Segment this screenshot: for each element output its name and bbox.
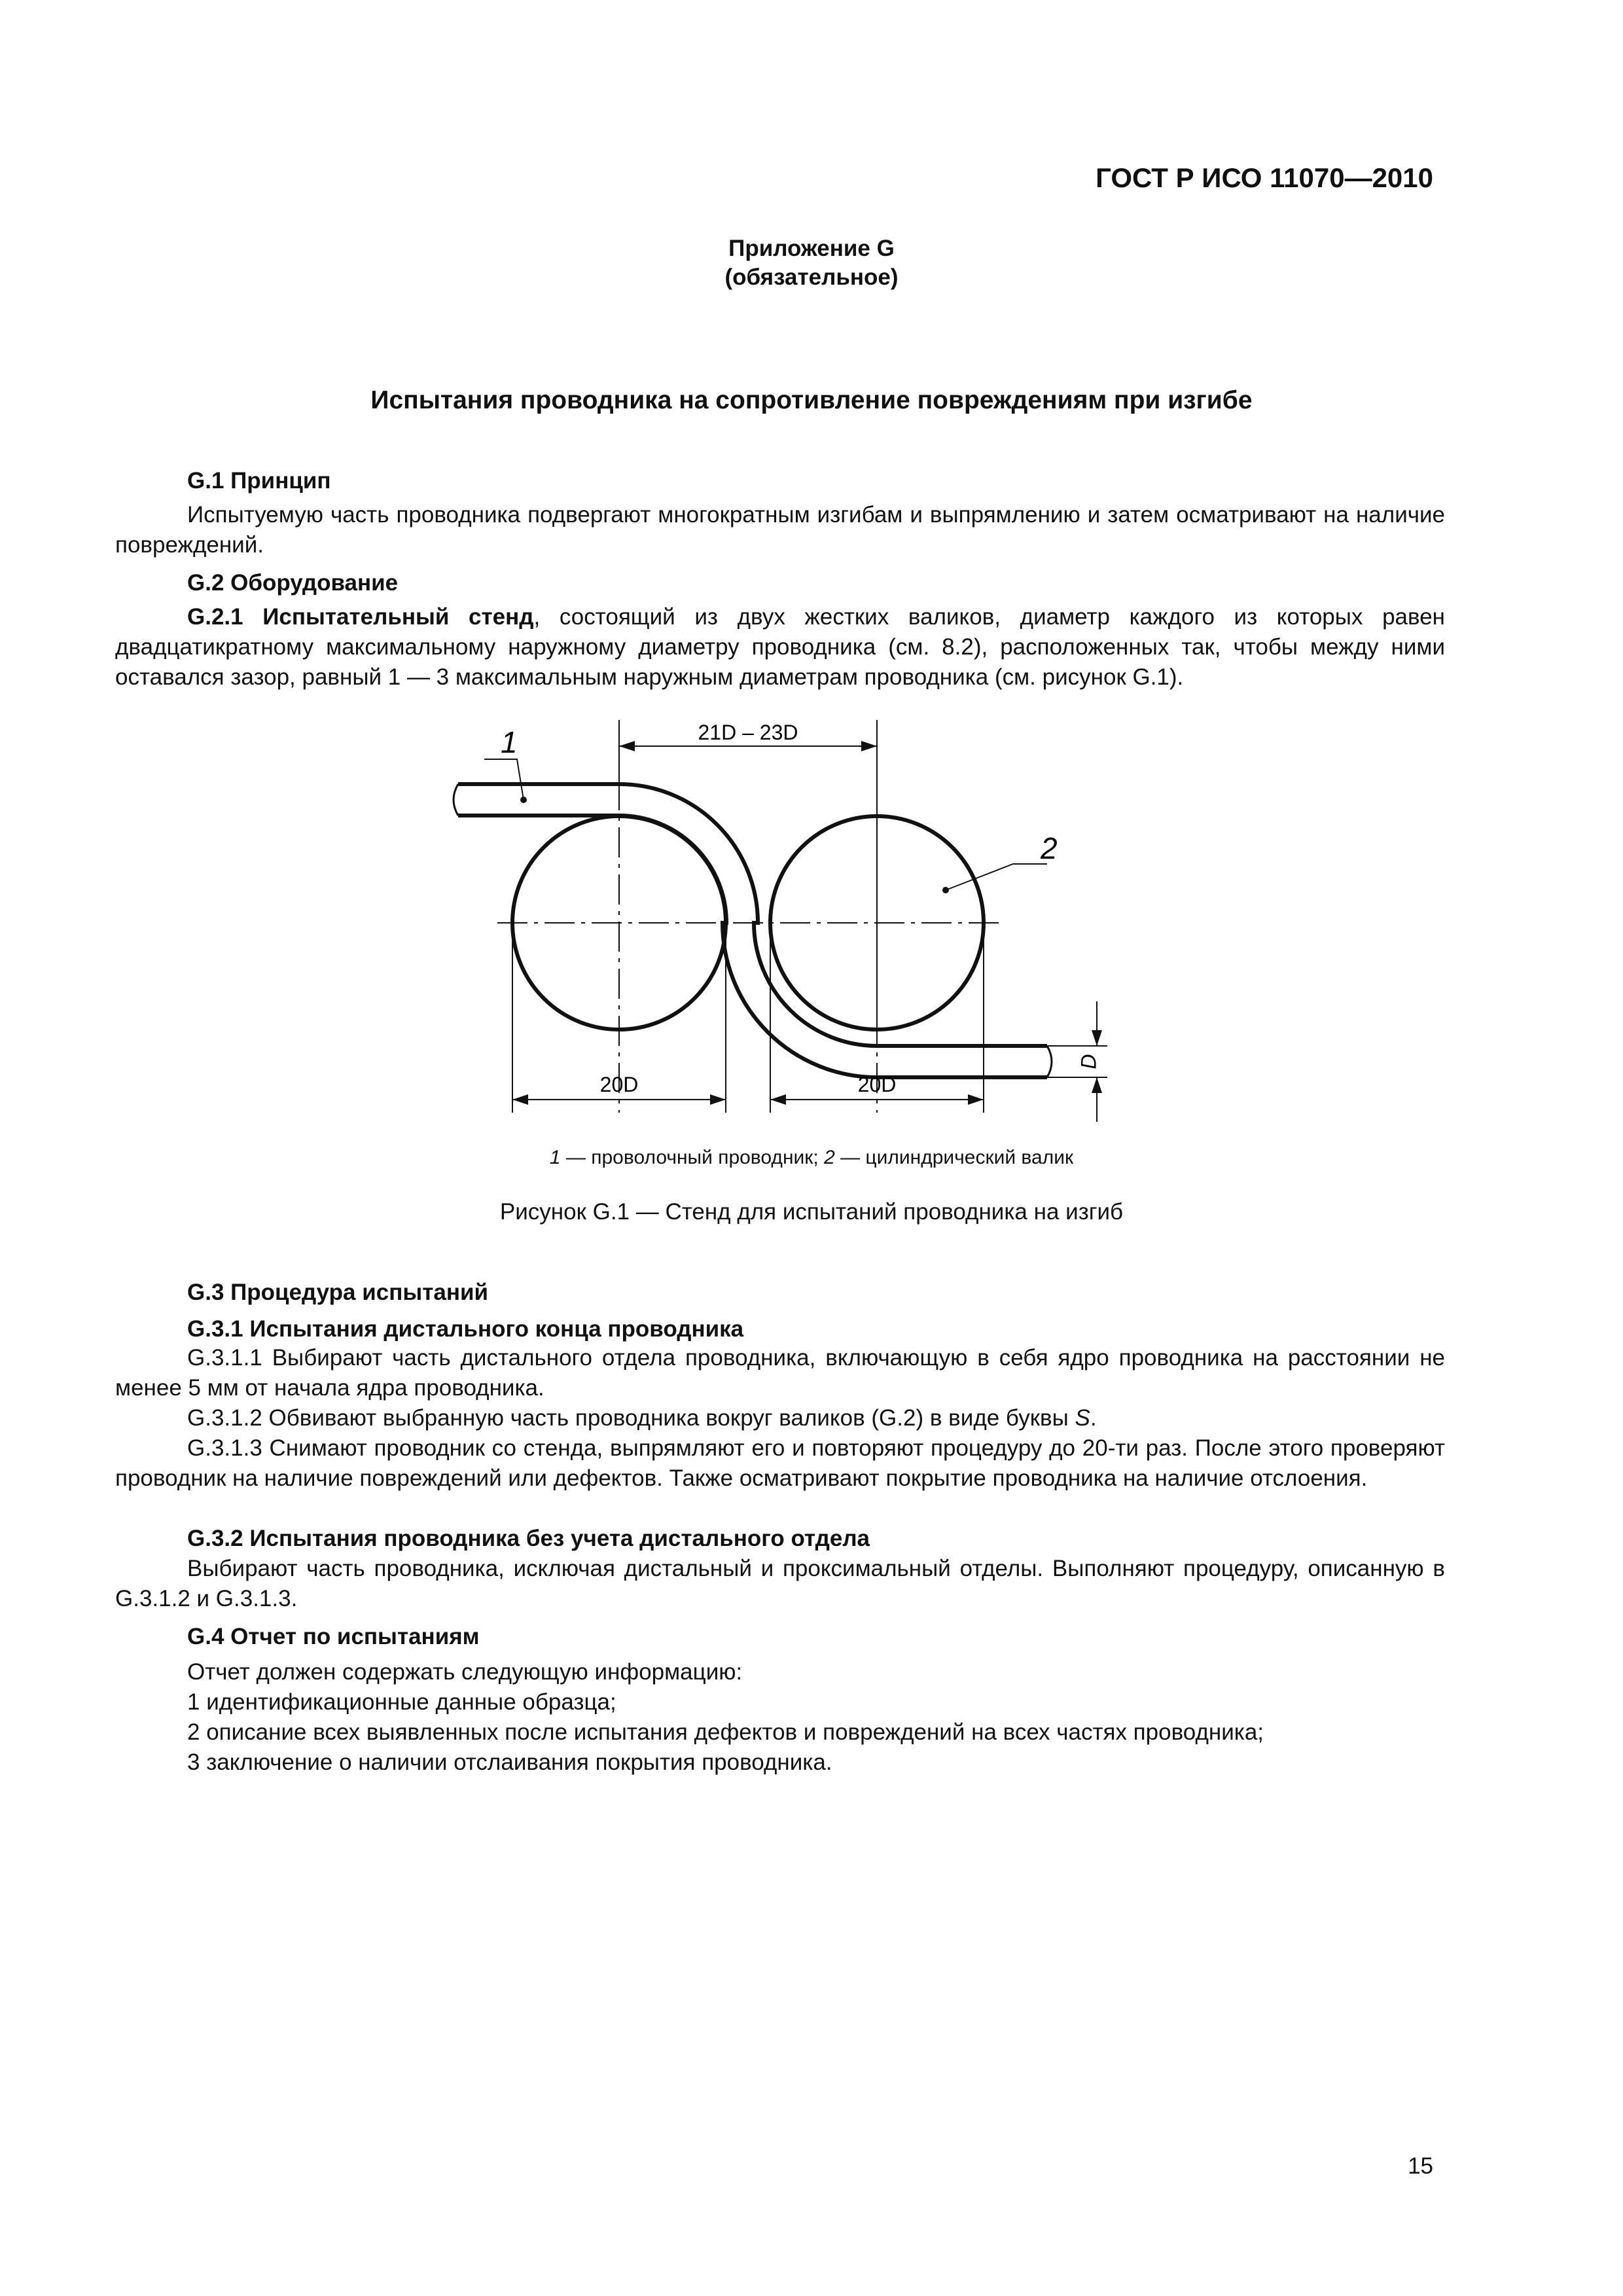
leader-1 xyxy=(484,759,524,800)
section-g2-heading: G.2 Оборудование xyxy=(187,570,399,596)
wire-break-right xyxy=(1047,1046,1052,1077)
legend-text-1: — проволочный проводник; xyxy=(560,1147,825,1168)
section-g31-heading: G.3.1 Испытания дистального конца проводника xyxy=(187,1316,744,1342)
dim-label-top: 21D – 23D xyxy=(698,721,798,744)
dim-label-left: 20D xyxy=(599,1073,639,1096)
leader-lines xyxy=(484,759,1047,890)
figure-label-1: 1 xyxy=(501,725,518,759)
section-g32-heading: G.3.2 Испытания проводника без учета дистального отдела xyxy=(187,1526,870,1551)
section-g312-paragraph xyxy=(115,1403,1445,1433)
section-g311-text: G.3.1.1 Выбирают часть дистального отдела проводника, включающую в себя ядро проводника на расстоянии не менее 5 мм от начала ядра проводника. xyxy=(115,1345,1445,1401)
wire-outer-edge xyxy=(458,784,1047,1046)
report-item-2: 2 описание всех выявленных после испытания дефектов и повреждений на всех частях проводника; xyxy=(187,1719,1264,1745)
section-g312-letter: S xyxy=(1075,1405,1090,1431)
report-item-1: 1 идентификационные данные образца; xyxy=(187,1689,616,1715)
section-g1-heading: G.1 Принцип xyxy=(187,468,331,493)
standard-number: ГОСТ Р ИСО 11070—2010 xyxy=(1096,162,1433,193)
section-g4-intro: Отчет должен содержать следующую информацию: xyxy=(187,1659,743,1685)
legend-num-2: 2 xyxy=(824,1147,835,1168)
section-g21-text: , состоящий из двух жестких валиков, диаметр каждого из которых равен двадцатикратному максимальному наружному диаметру проводника (см. 8.2), расположенных так, чтобы между ними оставался зазор, равный 1 — 3 максимальным наружным диаметрам проводника (см. рисунок G.1). xyxy=(115,604,1445,690)
appendix-status: (обязательное) xyxy=(724,264,899,290)
figure-legend xyxy=(0,1147,1623,1169)
page-number: 15 xyxy=(1408,2153,1433,2179)
center-lines xyxy=(497,733,1001,1113)
dimension-lines xyxy=(512,746,1097,1122)
section-g21-lead: G.2.1 Испытательный стенд xyxy=(187,604,534,630)
figure-caption: Рисунок G.1 — Стенд для испытаний проводника на изгиб xyxy=(499,1199,1124,1225)
section-g312-text: G.3.1.2 Обвивают выбранную часть проводника вокруг валиков (G.2) в виде буквы xyxy=(187,1405,1075,1431)
legend-text-2: — цилиндрический валик xyxy=(834,1147,1074,1168)
section-g3-heading: G.3 Процедура испытаний xyxy=(187,1280,489,1305)
section-g313-text: G.3.1.3 Снимают проводник со стенда, выпрямляют его и повторяют процедуру до 20-ти раз. После этого проверяют проводник на наличие повреждений или дефектов. Также осматривают покрытие проводника на наличие отслоения. xyxy=(115,1435,1445,1491)
leader-2 xyxy=(946,864,1047,890)
section-g1-text: Испытуемую часть проводника подвергают многократным изгибам и выпрямлению и затем осматривают на наличие повреждений. xyxy=(115,502,1445,558)
section-g32-text: Выбирают часть проводника, исключая дистальный и проксимальный отделы. Выполняют процедуру, описанную в G.3.1.2 и G.3.1.3. xyxy=(115,1556,1445,1611)
extension-lines xyxy=(512,720,1107,1113)
legend-num-1: 1 xyxy=(549,1147,561,1168)
dim-label-right: 20D xyxy=(857,1073,897,1096)
section-g312-end: . xyxy=(1090,1405,1097,1431)
report-item-3: 3 заключение о наличии отслаивания покрытия проводника. xyxy=(187,1749,832,1775)
appendix-title: Испытания проводника на сопротивление повреждениям при изгибе xyxy=(370,386,1253,414)
dim-label-d: D xyxy=(1077,1054,1101,1069)
figure-label-2: 2 xyxy=(1041,831,1058,865)
wire-break-left xyxy=(454,784,458,816)
appendix-label: Приложение G xyxy=(728,236,895,261)
section-g4-heading: G.4 Отчет по испытаниям xyxy=(187,1624,480,1649)
